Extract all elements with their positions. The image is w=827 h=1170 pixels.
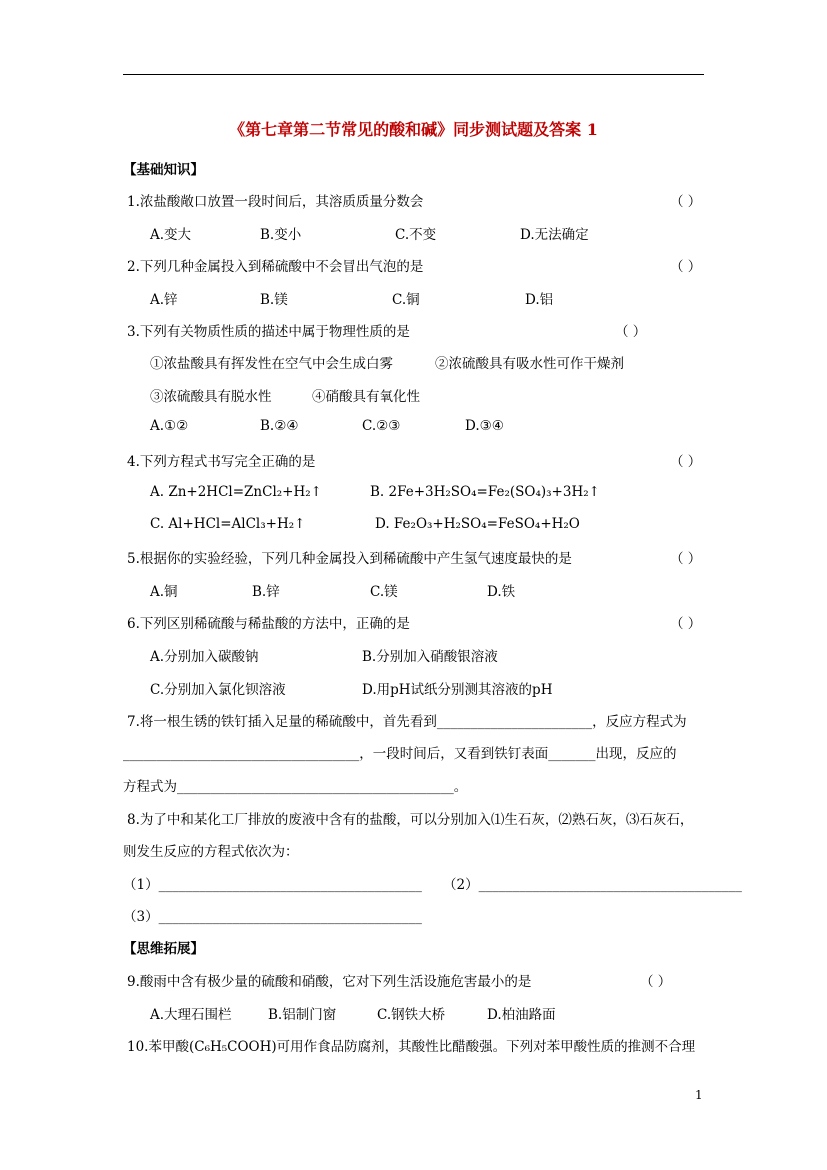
q4-option-d: D. Fe₂O₃+H₂SO₄=FeSO₄+H₂O (375, 516, 580, 532)
q3-option-a: A.①② (150, 418, 189, 434)
q3-option-b: B.②④ (260, 418, 299, 434)
q2-option-d: D.铝 (525, 292, 554, 308)
q7-line-2: ___________________________________，一段时间后，又看到铁钉表面_______出现，反应的 (123, 746, 677, 762)
q5-answer-paren: （ ） (670, 551, 702, 567)
q8-line-1: 8.为了中和某化工厂排放的废液中含有的盐酸，可以分别加入⑴生石灰，⑵熟石灰，⑶石灰石， (127, 812, 694, 828)
page-number: 1 (695, 1088, 703, 1102)
q4-option-b: B. 2Fe+3H₂SO₄=Fe₂(SO₄)₃+3H₂↑ (370, 484, 600, 500)
q9-answer-paren: （ ） (640, 974, 672, 990)
q6-option-c: C.分别加入氯化钡溶液 (150, 682, 286, 698)
q3-option-d: D.③④ (465, 418, 504, 434)
q3-statement-2: ②浓硫酸具有吸水性可作干燥剂 (435, 356, 624, 372)
q8-blank-3: （3）_______________________________________ (123, 909, 422, 925)
q4-option-a: A. Zn+2HCl=ZnCl₂+H₂↑ (150, 484, 322, 500)
q2-option-b: B.镁 (260, 292, 288, 308)
q8-line-2: 则发生反应的方程式依次为： (123, 844, 299, 860)
q8-blank-2: （2）_______________________________________ (443, 877, 742, 893)
q2-option-a: A.锌 (150, 292, 178, 308)
section-extend: 【思维拓展】 (123, 941, 204, 957)
q3-statement-1: ①浓盐酸具有挥发性在空气中会生成白雾 (150, 356, 393, 372)
q6-option-a: A.分别加入碳酸钠 (150, 649, 259, 665)
q5-option-a: A.铜 (150, 584, 178, 600)
q9-option-d: D.柏油路面 (487, 1007, 556, 1023)
q7-line-1: 7.将一根生锈的铁钉插入足量的稀硫酸中，首先看到_______________________，反应方程式为 (127, 714, 687, 730)
q3-statement-3: ③浓硫酸具有脱水性 (150, 389, 272, 405)
q4-option-c: C. Al+HCl=AlCl₃+H₂↑ (150, 516, 306, 532)
q4-stem: 4.下列方程式书写完全正确的是 (127, 454, 316, 470)
q5-option-d: D.铁 (487, 584, 516, 600)
q3-answer-paren: （ ） (615, 324, 647, 340)
q1-option-c: C.不变 (395, 227, 437, 243)
q2-option-c: C.铜 (392, 292, 420, 308)
q5-option-c: C.镁 (370, 584, 398, 600)
q6-option-d: D.用pH试纸分别测其溶液的pH (362, 682, 553, 698)
q10-stem: 10.苯甲酸(C₆H₅COOH)可用作食品防腐剂，其酸性比醋酸强。下列对苯甲酸性质的推测不合理 (127, 1039, 696, 1055)
q1-option-b: B.变小 (260, 227, 302, 243)
q1-option-d: D.无法确定 (520, 227, 589, 243)
q9-option-a: A.大理石围栏 (150, 1007, 232, 1023)
q5-stem: 5.根据你的实验经验，下列几种金属投入到稀硫酸中产生氢气速度最快的是 (127, 551, 572, 567)
q6-option-b: B.分别加入硝酸银溶液 (362, 649, 498, 665)
q3-stem: 3.下列有关物质性质的描述中属于物理性质的是 (127, 324, 410, 340)
q9-option-c: C.钢铁大桥 (377, 1007, 446, 1023)
q5-option-b: B.锌 (252, 584, 280, 600)
q2-stem: 2.下列几种金属投入到稀硫酸中不会冒出气泡的是 (127, 259, 424, 275)
q1-answer-paren: （ ） (670, 194, 702, 210)
q7-line-3: 方程式为_________________________________________。 (123, 779, 468, 795)
q1-option-a: A.变大 (150, 227, 192, 243)
q9-option-b: B.铝制门窗 (268, 1007, 337, 1023)
q6-answer-paren: （ ） (670, 616, 702, 632)
q6-stem: 6.下列区别稀硫酸与稀盐酸的方法中，正确的是 (127, 616, 410, 632)
q9-stem: 9.酸雨中含有极少量的硫酸和硝酸，它对下列生活设施危害最小的是 (127, 974, 532, 990)
q8-blank-1: （1）_______________________________________ (123, 877, 422, 893)
header-rule (123, 74, 704, 75)
page-title: 《第七章第二节常见的酸和碱》同步测试题及答案 1 (229, 120, 598, 139)
section-basic: 【基础知识】 (123, 162, 204, 178)
q2-answer-paren: （ ） (670, 259, 702, 275)
q1-stem: 1.浓盐酸敞口放置一段时间后，其溶质质量分数会 (127, 194, 424, 210)
q4-answer-paren: （ ） (670, 454, 702, 470)
q3-option-c: C.②③ (362, 418, 401, 434)
q3-statement-4: ④硝酸具有氧化性 (312, 389, 420, 405)
